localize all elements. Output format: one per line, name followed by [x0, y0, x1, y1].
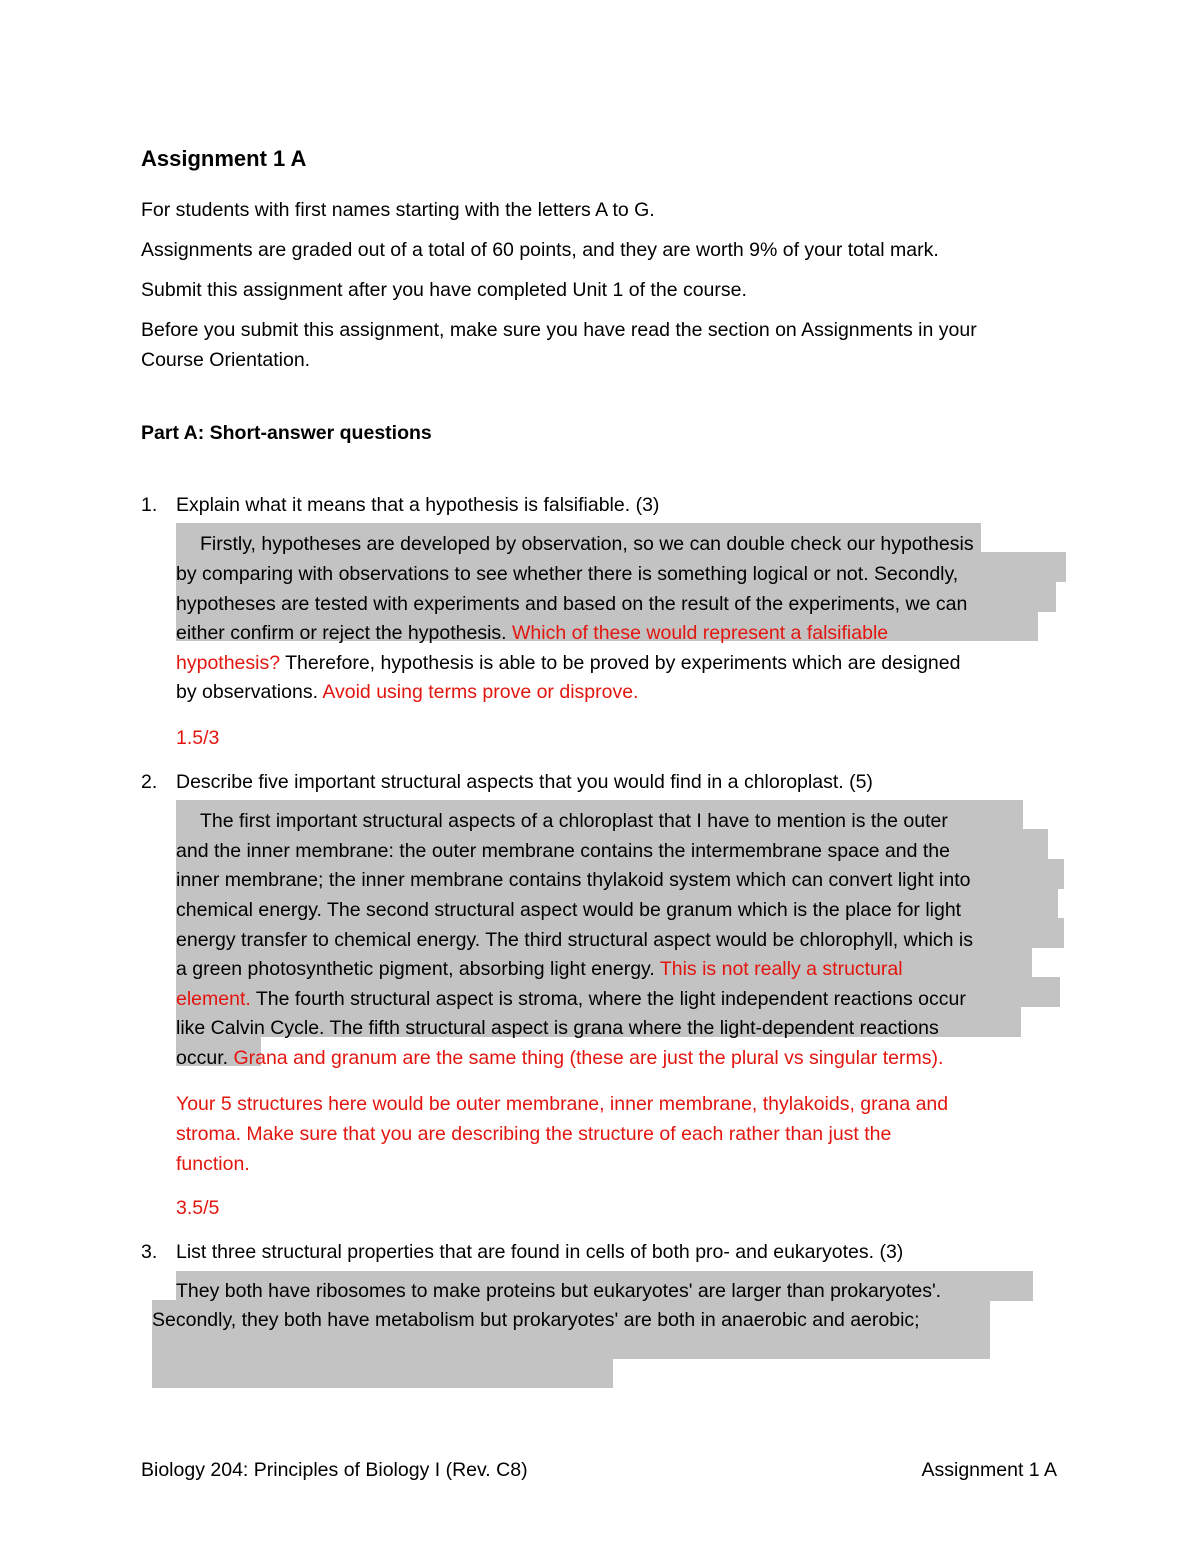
q2-question: Describe five important structural aspects that you would find in a chloroplast. (5): [176, 771, 873, 793]
q1-number: 1.: [141, 494, 158, 516]
q1-answer-line-6: [176, 678, 638, 708]
q2-answer-text: a green photosynthetic pigment, absorbing light energy.: [176, 958, 660, 980]
q1-feedback-1: Which of these would represent a falsifiable: [512, 622, 889, 644]
q3-answer-line-1: They both have ribosomes to make proteins but eukaryotes' are larger than prokaryotes'.: [176, 1280, 942, 1302]
q1-answer-line-5: [176, 649, 960, 679]
q2-answer-line-6: [176, 955, 903, 985]
q3-highlight-3: [152, 1359, 613, 1388]
footer-assignment: Assignment 1 A: [921, 1459, 1057, 1481]
q3-answer-line-2: Secondly, they both have metabolism but prokaryotes' are both in anaerobic and aerobic;: [152, 1309, 920, 1331]
q2-answer-line-7: [176, 985, 966, 1015]
intro-line-4: Before you submit this assignment, make sure you have read the section on Assignments in your: [141, 319, 977, 341]
q2-answer-line-9: [176, 1044, 943, 1074]
q1-answer-text: either confirm or reject the hypothesis.: [176, 622, 512, 644]
q2-number: 2.: [141, 771, 158, 793]
assignment-title: Assignment 1 A: [141, 146, 307, 171]
q1-answer-text: Therefore, hypothesis is able to be proved by experiments which are designed: [280, 652, 961, 674]
intro-line-5: Course Orientation.: [141, 349, 311, 371]
q1-answer-line-2: by comparing with observations to see whether there is something logical or not. Secondly,: [176, 563, 959, 585]
q2-answer-line-4: chemical energy. The second structural aspect would be granum which is the place for light: [176, 899, 962, 921]
intro-line-3: Submit this assignment after you have completed Unit 1 of the course.: [141, 279, 747, 301]
q2-feedback-line-1: Your 5 structures here would be outer membrane, inner membrane, thylakoids, grana and: [176, 1093, 949, 1115]
q1-question: Explain what it means that a hypothesis is falsifiable. (3): [176, 494, 660, 516]
q3-number: 3.: [141, 1241, 158, 1263]
q2-feedback-2: Grana and granum are the same thing (these are just the plural vs singular terms).: [233, 1047, 944, 1069]
q1-answer-line-4: [176, 619, 888, 649]
q2-feedback-line-2: stroma. Make sure that you are describing the structure of each rather than just the: [176, 1123, 892, 1145]
intro-line-2: Assignments are graded out of a total of 60 points, and they are worth 9% of your total mark.: [141, 239, 939, 261]
q2-answer-text: The fourth structural aspect is stroma, where the light independent reactions occur: [250, 988, 966, 1010]
q2-feedback-line-3: function.: [176, 1153, 250, 1175]
q1-answer-line-1: Firstly, hypotheses are developed by observation, so we can double check our hypothesis: [200, 533, 974, 555]
q2-answer-line-8: like Calvin Cycle. The fifth structural aspect is grana where the light-dependent reactions: [176, 1017, 939, 1039]
q2-score: 3.5/5: [176, 1197, 220, 1219]
q2-answer-line-2: and the inner membrane: the outer membrane contains the intermembrane space and the: [176, 840, 950, 862]
q1-feedback-1b: hypothesis?: [176, 652, 281, 674]
footer-course: Biology 204: Principles of Biology I (Rev. C8): [141, 1459, 528, 1481]
intro-line-1: For students with first names starting with the letters A to G.: [141, 199, 655, 221]
q2-answer-line-3: inner membrane; the inner membrane contains thylakoid system which can convert light into: [176, 869, 971, 891]
q2-answer-line-1: The first important structural aspects of a chloroplast that I have to mention is the outer: [200, 810, 948, 832]
q1-answer-text: by observations.: [176, 681, 323, 703]
q2-feedback-1: This is not really a structural: [659, 958, 903, 980]
q1-feedback-2: Avoid using terms prove or disprove.: [322, 681, 639, 703]
q1-score: 1.5/3: [176, 727, 220, 749]
part-a-heading: Part A: Short-answer questions: [141, 422, 432, 444]
q1-answer-line-3: hypotheses are tested with experiments and based on the result of the experiments, we can: [176, 593, 968, 615]
q3-question: List three structural properties that are found in cells of both pro- and eukaryotes. (3): [176, 1241, 904, 1263]
q2-feedback-1b: element.: [176, 988, 251, 1010]
q2-answer-text: occur.: [176, 1047, 234, 1069]
q2-answer-line-5: energy transfer to chemical energy. The third structural aspect would be chlorophyll, which is: [176, 929, 973, 951]
